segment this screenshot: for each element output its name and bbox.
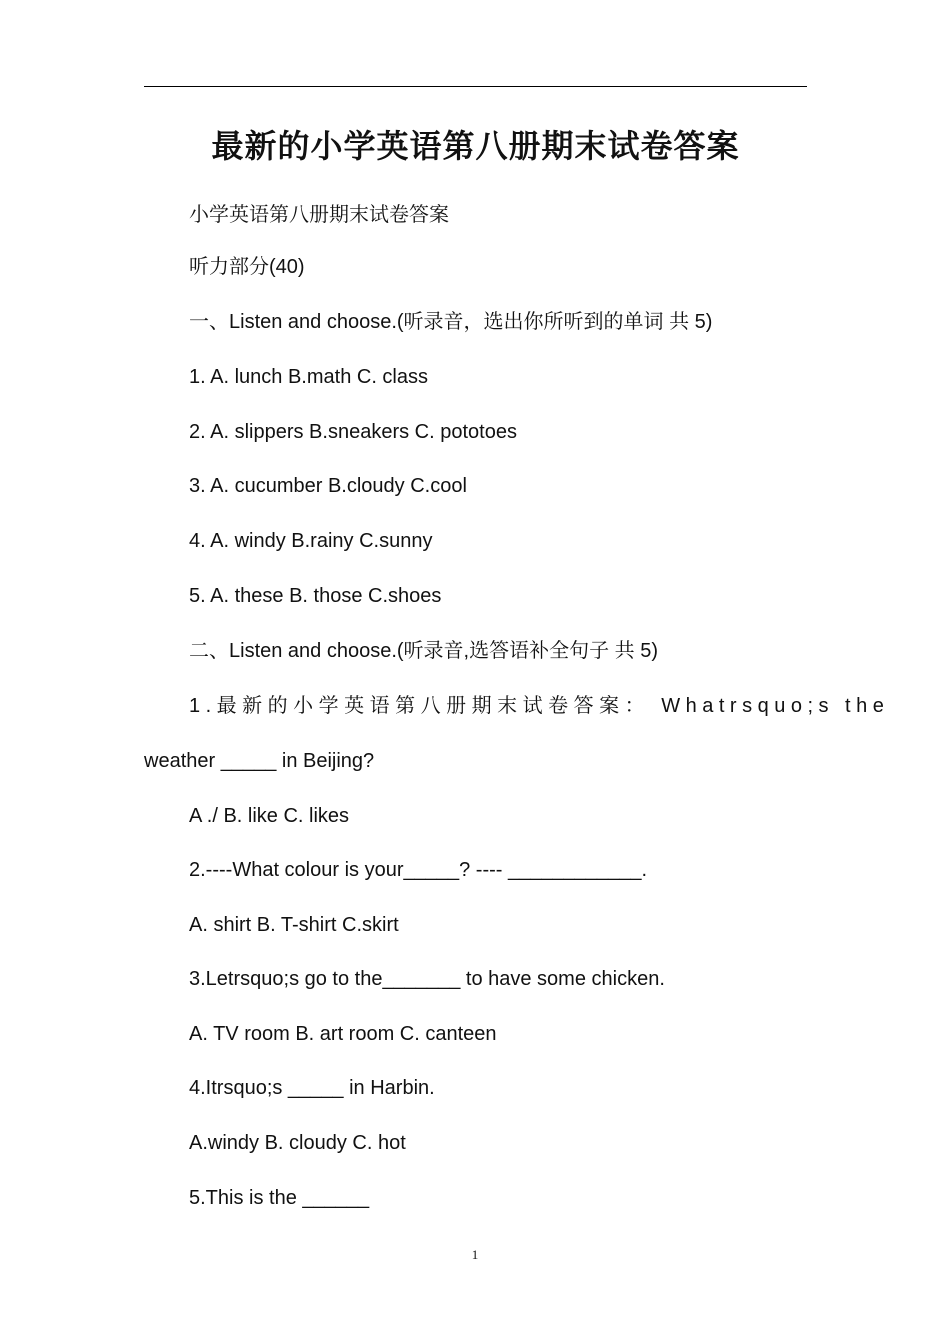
part1-item-5: 5. A. these B. those C.shoes [189, 585, 442, 607]
part2-question-4-options: A.windy B. cloudy C. hot [189, 1132, 406, 1154]
document-title: 最新的小学英语第八册期末试卷答案 [211, 127, 740, 165]
part2-question-2: 2.----What colour is your_____? ---- ____________. [189, 859, 648, 881]
part2-question-1-text: 1.最新的小学英语第八册期末试卷答案： Whatrsquo;s the [189, 695, 890, 717]
part2-heading: 二、Listen and choose.(听录音,选答语补全句子 共 5) [189, 640, 659, 662]
part1-heading: 一、Listen and choose.(听录音，选出你所听到的单词 共 5) [189, 311, 713, 333]
part2-question-2-options: A. shirt B. T-shirt C.skirt [189, 914, 399, 936]
section-heading-listening: 听力部分(40) [189, 256, 305, 278]
part2-question-1-line1 [189, 692, 890, 720]
part2-question-1-options: A ./ B. like C. likes [189, 805, 350, 827]
part2-question-3-options: A. TV room B. art room C. canteen [189, 1023, 497, 1045]
part1-item-1: 1. A. lunch B.math C. class [189, 366, 428, 388]
part2-question-1-line2: weather _____ in Beijing? [144, 750, 375, 772]
part1-item-4: 4. A. windy B.rainy C.sunny [189, 530, 433, 552]
header-rule [144, 86, 807, 87]
page-number: 1 [471, 1247, 479, 1262]
part1-item-3: 3. A. cucumber B.cloudy C.cool [189, 475, 467, 497]
part2-question-5: 5.This is the ______ [189, 1187, 370, 1209]
subtitle: 小学英语第八册期末试卷答案 [189, 204, 449, 226]
part2-question-4: 4.Itrsquo;s _____ in Harbin. [189, 1077, 435, 1099]
part1-item-2: 2. A. slippers B.sneakers C. pototoes [189, 421, 517, 443]
part2-question-3: 3.Letrsquo;s go to the_______ to have some chicken. [189, 968, 665, 990]
